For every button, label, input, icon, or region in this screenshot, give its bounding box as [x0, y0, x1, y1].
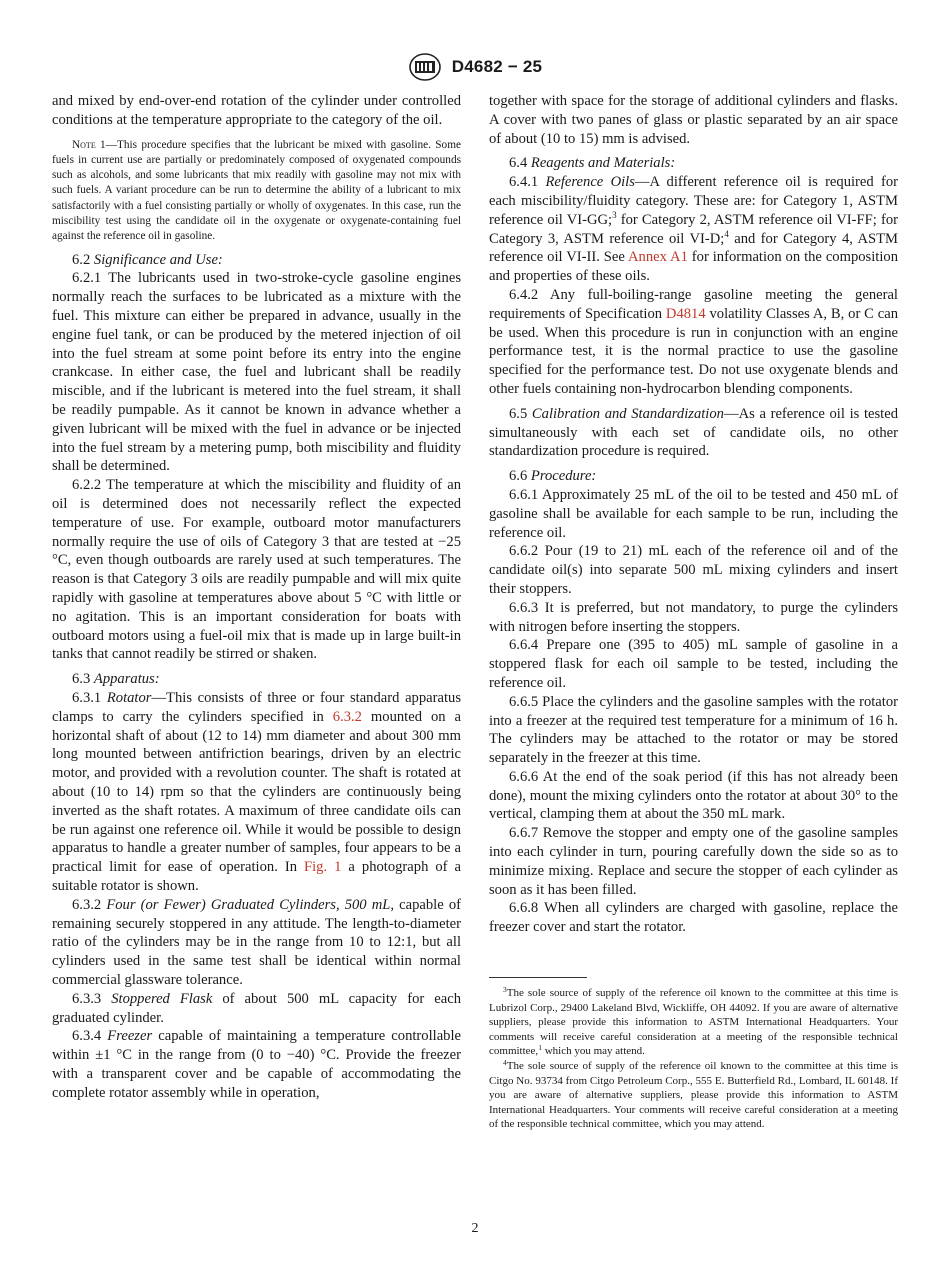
paragraph-6-6-8: 6.6.8 When all cylinders are charged with gasoline, replace the freezer cover and start the rotator.: [489, 900, 898, 936]
term: Calibration and Standardization: [531, 405, 724, 422]
term: Freezer: [107, 1028, 153, 1045]
section-number: 6.3: [72, 671, 91, 688]
left-column: [52, 92, 461, 1103]
footnote-ref-4: 4: [724, 228, 729, 239]
paragraph-6-3-1: [52, 689, 461, 896]
text: capable of remaining securely stoppered in any attitude. The length-to-diameter ratio of the cylinders may be in the range from 10 to 12:1, but all cylinders used in the same test shall be identical within normal commercial glassware tolerance.: [52, 896, 461, 988]
term: Four (or Fewer) Graduated Cylinders, 500 mL,: [106, 896, 395, 913]
link-6-3-2[interactable]: 6.3.2: [332, 708, 362, 725]
text: for Category 2, ASTM reference oil VI-FF; for Category 3, ASTM reference oil VI-D;: [489, 211, 898, 247]
paragraph-6-6-7: 6.6.7 Remove the stopper and empty one of the gasoline samples into each cylinder in turn, pouring carefully down the side so as to minimize mixing. Replace and secure the stopper of each cylinder as soon as it has been filled.: [489, 825, 898, 898]
footnote-number: 4: [503, 1058, 507, 1068]
note-1: [52, 138, 461, 245]
paragraph-6-3-3: [52, 990, 461, 1028]
text: capable of maintaining a temperature controllable within ±1 °C in the range from (0 to −40) °C. Provide the freezer with a transparent cover and be capable of accommodating the complete rotator assembly while in operation,: [52, 1028, 461, 1101]
paragraph-6-4-1: [489, 173, 898, 286]
text: mounted on a horizontal shaft of about (12 to 14) mm diameter and about 300 mm long mounted between antifriction bearings, driven by an electric motor, and provided with a revolution counter. The shaft is rotated at about (10 to 14) rpm so that the cylinders are continuously being inverted as the shaft rotates. A maximum of three candidate oils can be run against one reference oil. While it would be possible to design apparatus to handle a greater number of samples, four appears to be a practical limit for ease of operation. In: [52, 708, 461, 876]
section-number: 6.6: [509, 468, 528, 485]
paragraph-6-6-1: 6.6.1 Approximately 25 mL of the oil to be tested and 450 mL of gasoline shall be available for each sample to be run, including the reference oil.: [489, 486, 898, 541]
paragraph-6-6-5: 6.6.5 Place the cylinders and the gasoline samples with the rotator into a freezer at the required test temperature for a minimum of 16 h. The cylinders may be attached to the rotator or may be stored separately in the freezer at this time.: [489, 693, 898, 767]
section-6-3-heading: [52, 670, 461, 689]
section-number: 6.3.3: [72, 990, 102, 1007]
right-column: [489, 92, 898, 1132]
section-number: 6.3.4: [72, 1028, 102, 1045]
section-title: Reagents and Materials:: [530, 155, 676, 172]
footnote-number: 3: [503, 985, 507, 995]
text: a photograph of a suitable rotator is shown.: [52, 859, 461, 894]
text: 6.4.2 Any full-boiling-range gasoline meeting the general requirements of Specification: [489, 286, 898, 322]
footnote-divider: [489, 977, 587, 978]
footnote-ref-1: 1: [538, 1043, 542, 1053]
section-title: Procedure:: [530, 468, 597, 485]
paragraph-6-6-4: 6.6.4 Prepare one (395 to 405) mL sample of gasoline in a stoppered flask for each oil sample to be tested, including the reference oil.: [489, 637, 898, 691]
paragraph-6-2-2: 6.2.2 The temperature at which the miscibility and fluidity of an oil is determined does not necessarily reflect the expected temperature of use. For example, outboard motor manufacturers normally require the use of oils of Category 3 that are tested at −25 °C, even though outboards are rarely used at such temperatures. The reason is that Category 3 oils are readily pumpable and will mix quite rapidly with gasoline at temperatures above about 5 °C with little or no agitation. This is an important consideration for boats with outboard motors using a fuel-oil mix that is made up in large built-in tanks that cannot readily be stirred or shaken.: [52, 477, 461, 663]
paragraph: and mixed by end-over-end rotation of the cylinder under controlled conditions at the temperature appropriate to the category of the oil.: [52, 93, 461, 128]
section-number: 6.5: [509, 405, 528, 422]
link-fig-1[interactable]: Fig. 1: [304, 859, 342, 876]
link-d4814[interactable]: D4814: [665, 305, 706, 322]
paragraph-6-3-2: [52, 896, 461, 990]
text: —A different reference oil is required for each miscibility/fluidity category. These are: for Category 1, ASTM reference oil VI-GG;: [489, 174, 898, 228]
term: Reference Oils: [545, 174, 635, 191]
text: volatility Classes A, B, or C can be used. When this procedure is run in conjunction with an engine performance test, it is the normal practice to use the gasoline specified for the performance test. Do not use oxygenate blends and other fuels containing non-hydrocarbon blending components.: [489, 305, 898, 397]
paragraph: together with space for the storage of additional cylinders and flasks. A cover with two panes of glass or plastic separated by an air space of about (10 to 15) mm is advised.: [489, 93, 898, 147]
section-number: 6.2: [72, 251, 91, 268]
text: of about 500 mL capacity for each graduated cylinder.: [52, 990, 462, 1026]
section-6-4-heading: [489, 154, 898, 173]
text: which you may attend.: [541, 1045, 645, 1058]
section-6-2-heading: [52, 251, 461, 270]
paragraph-6-5: [489, 405, 898, 461]
term: Rotator: [106, 690, 152, 706]
paragraph-6-6-6: 6.6.6 At the end of the soak period (if this has not already been done), mount the mixing cylinders onto the rotator at about 30° to the vertical, clamping them at about the 350 mL mark.: [489, 768, 898, 823]
note-text: —This procedure specifies that the lubricant be mixed with gasoline. Some fuels in current use are partially or predominately composed of oxygenated compounds such as alcohols, and some lubricants that mix readily with gasoline may not mix with such fuels. A variant procedure can be run to determine the ability of a lubricant to mix satisfactorily with a fuel consisting partially or wholly of oxygenates. In this case, run the miscibility test using the candidate oil in the oxygenate or oxygenate-containing fuel against the reference oil in gasoline.: [52, 138, 462, 243]
section-number: 6.3.2: [72, 896, 102, 913]
paragraph-6-6-3: 6.6.3 It is preferred, but not mandatory, to purge the cylinders with nitrogen before inserting the stoppers.: [489, 599, 898, 635]
section-number: 6.4: [509, 155, 528, 172]
footnote-4: [489, 1059, 898, 1132]
section-title: Apparatus:: [93, 671, 160, 688]
note-label: Note 1: [72, 138, 106, 151]
page-number: 2: [471, 1221, 479, 1236]
text: The sole source of supply of the reference oil known to the committee at this time is Lubrizol Corp., 29400 Lakeland Blvd, Wickliffe, OH 44092. If you are aware of alternative suppliers, please provide this information to ASTM International Headquarters. Your comments will receive careful consideration at a meeting of the responsible technical committee,: [489, 987, 898, 1058]
term: Stoppered Flask: [111, 990, 213, 1007]
text: and for Category 4, ASTM reference oil VI-II. See: [489, 230, 899, 266]
footnote-3: [489, 986, 898, 1059]
section-title: Significance and Use:: [93, 251, 223, 268]
footnote-ref-3: 3: [612, 209, 617, 220]
paragraph-6-4-2: [489, 286, 898, 399]
text: —This consists of three or four standard apparatus clamps to carry the cylinders specified in: [52, 690, 461, 725]
paragraph-6-3-4: [52, 1027, 461, 1102]
section-number: 6.4.1: [509, 174, 539, 191]
text: for information on the composition and properties of these oils.: [489, 249, 898, 285]
paragraph-6-2-1: 6.2.1 The lubricants used in two-stroke-cycle gasoline engines normally reach the surfaces to be lubricated as a mixture with the fuel. This mixture can either be prepared in advance, usually in the engine fuel tank, or can be produced by the metered injection of oil into the fuel stream at some point before its entry into the engine crankcase. In either case, the fuel and lubricant shall be readily miscible, and if the lubricant is metered into the fuel stream, it shall be readily pumpable. As it cannot be known in advance whether a given lubricant will be mixed with the fuel in advance or be injected into the fuel stream by a metering pump, both miscibility and fluidity shall be determined.: [52, 270, 461, 475]
text: The sole source of supply of the reference oil known to the committee at this time is Citgo No. 93734 from Citgo Petroleum Corp., 555 E. Butterfield Rd., Lombard, IL 60148. If you are aware of alternative suppliers, please provide this information to ASTM International Headquarters. Your comments will receive careful consideration at a meeting of the responsible technical committee, which you may attend.: [489, 1060, 898, 1131]
document-id: D4682 − 25: [451, 57, 543, 76]
link-annex-a1[interactable]: Annex A1: [628, 249, 688, 266]
page-header: [0, 52, 950, 86]
paragraph-6-6-2: 6.6.2 Pour (19 to 21) mL each of the reference oil and of the candidate oil(s) into separate 500 mL mixing cylinders and insert their stoppers.: [489, 543, 898, 597]
section-number: 6.3.1: [72, 690, 102, 706]
text: —As a reference oil is tested simultaneously with each set of candidate oils, no other standardization procedure is required.: [489, 405, 899, 460]
astm-logo-icon: [408, 52, 442, 82]
section-6-6-heading: [489, 467, 898, 486]
